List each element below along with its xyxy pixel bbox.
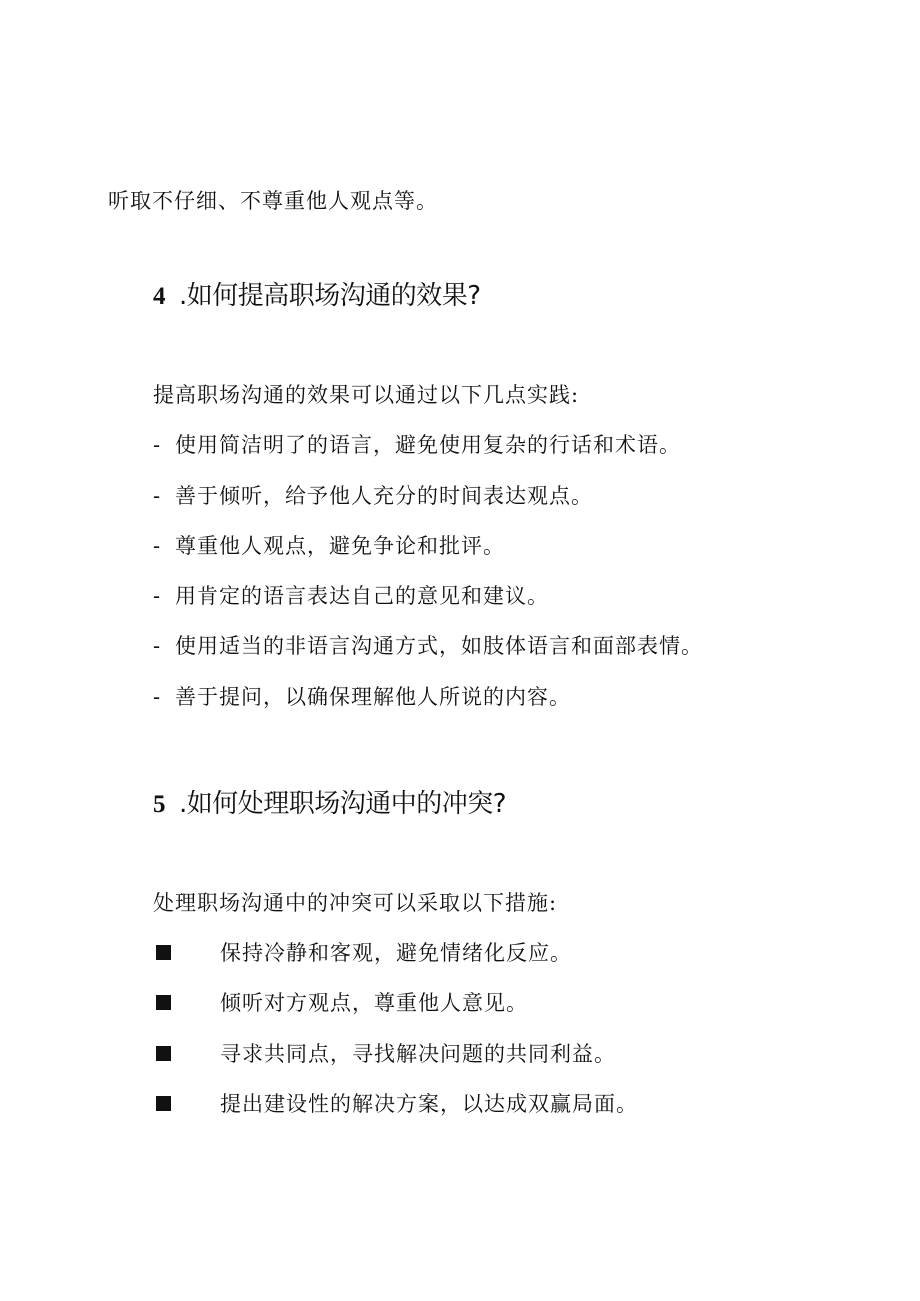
square-bullet-icon bbox=[156, 1046, 171, 1061]
list-item bbox=[153, 486, 593, 507]
section-5-heading bbox=[153, 791, 506, 817]
section-4-title: .如何提高职场沟通的效果? bbox=[179, 281, 481, 311]
square-bullet-icon bbox=[156, 1096, 171, 1111]
list-item-text: 用肯定的语言表达自己的意见和建议。 bbox=[175, 584, 549, 608]
dash-marker: - bbox=[153, 484, 162, 508]
list-item-text: 使用简洁明了的语言，避免使用复杂的行话和术语。 bbox=[175, 433, 681, 457]
list-item bbox=[153, 536, 505, 557]
dash-marker: - bbox=[153, 634, 162, 658]
list-item bbox=[153, 687, 571, 708]
list-item-text: 倾听对方观点，尊重他人意见。 bbox=[220, 991, 528, 1015]
section-4-number: 4 bbox=[153, 283, 165, 310]
list-item-text: 提出建设性的解决方案，以达成双赢局面。 bbox=[220, 1092, 638, 1116]
dash-marker: - bbox=[153, 685, 162, 709]
section-4-heading bbox=[153, 283, 481, 309]
section-4-lead: 提高职场沟通的效果可以通过以下几点实践: bbox=[153, 383, 580, 407]
list-item bbox=[156, 993, 756, 1015]
list-item bbox=[153, 435, 681, 456]
section-5-lead: 处理职场沟通中的冲突可以采取以下措施: bbox=[153, 891, 558, 915]
dash-marker: - bbox=[153, 433, 162, 457]
dash-marker: - bbox=[153, 584, 162, 608]
list-item-text: 善于倾听，给予他人充分的时间表达观点。 bbox=[175, 484, 593, 508]
square-bullet-icon bbox=[156, 945, 171, 960]
dash-marker: - bbox=[153, 534, 162, 558]
list-item bbox=[153, 636, 703, 657]
list-item-text: 善于提问，以确保理解他人所说的内容。 bbox=[175, 685, 571, 709]
list-item-text: 寻求共同点，寻找解决问题的共同利益。 bbox=[220, 1042, 616, 1066]
list-item-text: 保持冷静和客观，避免情绪化反应。 bbox=[220, 941, 572, 965]
section-5-title: .如何处理职场沟通中的冲突? bbox=[179, 789, 507, 819]
section-5-number: 5 bbox=[153, 791, 165, 818]
intro-tail-text: 听取不仔细、不尊重他人观点等。 bbox=[108, 189, 438, 213]
list-item bbox=[156, 1044, 756, 1066]
list-item bbox=[153, 586, 549, 607]
list-item bbox=[156, 943, 756, 965]
square-bullet-icon bbox=[156, 995, 171, 1010]
list-item-text: 尊重他人观点，避免争论和批评。 bbox=[175, 534, 505, 558]
list-item-text: 使用适当的非语言沟通方式，如肢体语言和面部表情。 bbox=[175, 634, 703, 658]
list-item bbox=[156, 1094, 756, 1116]
